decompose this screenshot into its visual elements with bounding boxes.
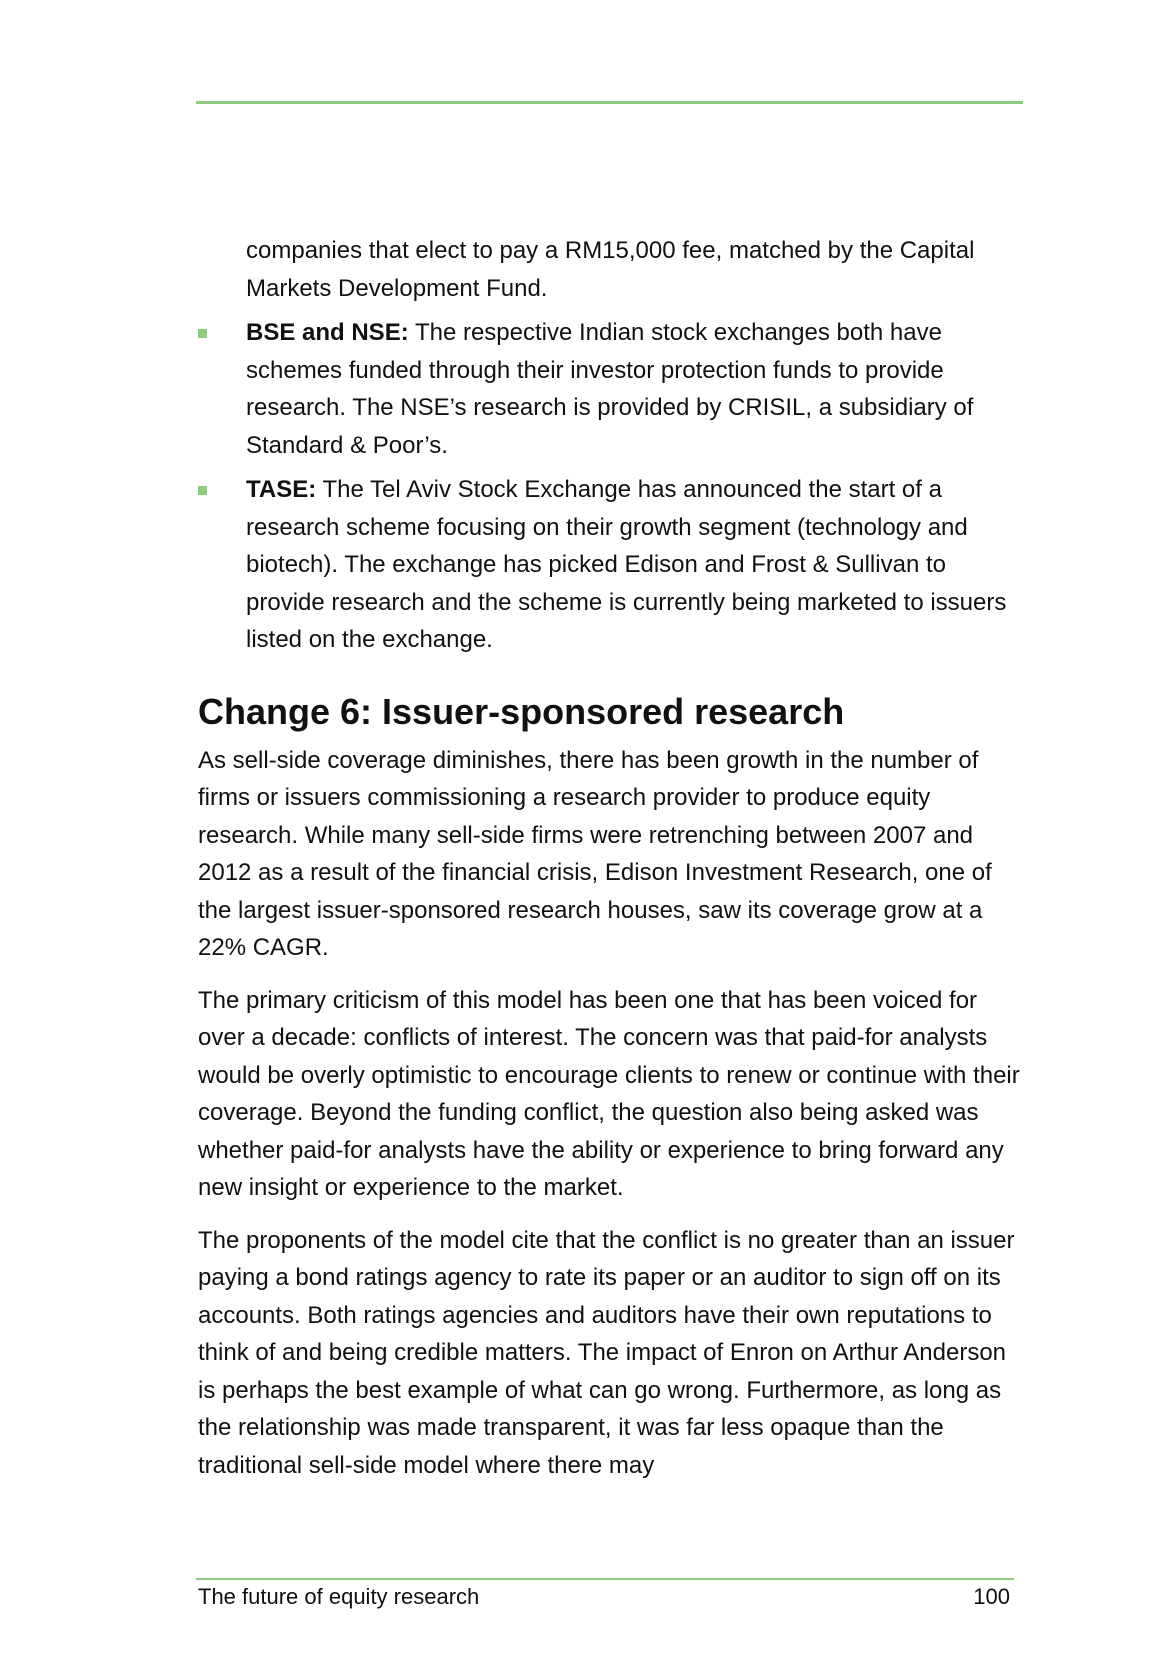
footer-document-title: The future of equity research	[198, 1584, 480, 1609]
bullet-text: The Tel Aviv Stock Exchange has announced the start of a research scheme focusing on their growth segment (technology and biotech). The exchange has picked Edison and Frost & Sullivan to provide research and the scheme is currently being marketed to issuers listed on the exchange.	[246, 476, 1007, 653]
continuation-paragraph: companies that elect to pay a RM15,000 fee, matched by the Capital Markets Development Fund.	[246, 237, 975, 302]
square-bullet-icon	[198, 329, 207, 338]
body-paragraph: The primary criticism of this model has been one that has been voiced for over a decade: conflicts of interest. The concern was that paid-for analysts would be overly optimistic to encourage clients to renew or continue with their coverage. Beyond the funding conflict, the question also being asked was whether paid-for analysts have the ability or experience to bring forward any new insight or experience to the market.	[198, 986, 1020, 1201]
list-item	[198, 471, 1020, 659]
bullet-text: The respective Indian stock exchanges both have schemes funded through their investor protection funds to provide research. The NSE’s research is provided by CRISIL, a subsidiary of Standard & Poor’s.	[246, 319, 974, 459]
list-item	[198, 314, 1020, 464]
square-bullet-icon	[198, 486, 207, 495]
page-number: 100	[973, 1584, 1010, 1609]
bullet-term: BSE and NSE:	[246, 319, 409, 346]
body-paragraph: The proponents of the model cite that the conflict is no greater than an issuer paying a bond ratings agency to rate its paper or an auditor to sign off on its accounts. Both ratings agencies and auditors have their own reputations to think of and being credible matters. The impact of Enron on Arthur Anderson is perhaps the best example of what can go wrong. Furthermore, as long as the relationship was made transparent, it was far less opaque than the traditional sell-side model where there may	[198, 1226, 1015, 1479]
section-heading: Change 6: Issuer-sponsored research	[198, 690, 845, 732]
page-content	[198, 232, 1020, 1499]
footer-rule	[196, 1578, 1014, 1580]
bullet-term: TASE:	[246, 476, 317, 503]
body-paragraph: As sell-side coverage diminishes, there has been growth in the number of firms or issuers commissioning a research provider to produce equity research. While many sell-side firms were retrenching between 2007 and 2012 as a result of the financial crisis, Edison Investment Research, one of the largest issuer-sponsored research houses, saw its coverage grow at a 22% CAGR.	[198, 746, 992, 961]
header-rule	[196, 101, 1023, 104]
exchange-schemes-list	[198, 314, 1020, 659]
